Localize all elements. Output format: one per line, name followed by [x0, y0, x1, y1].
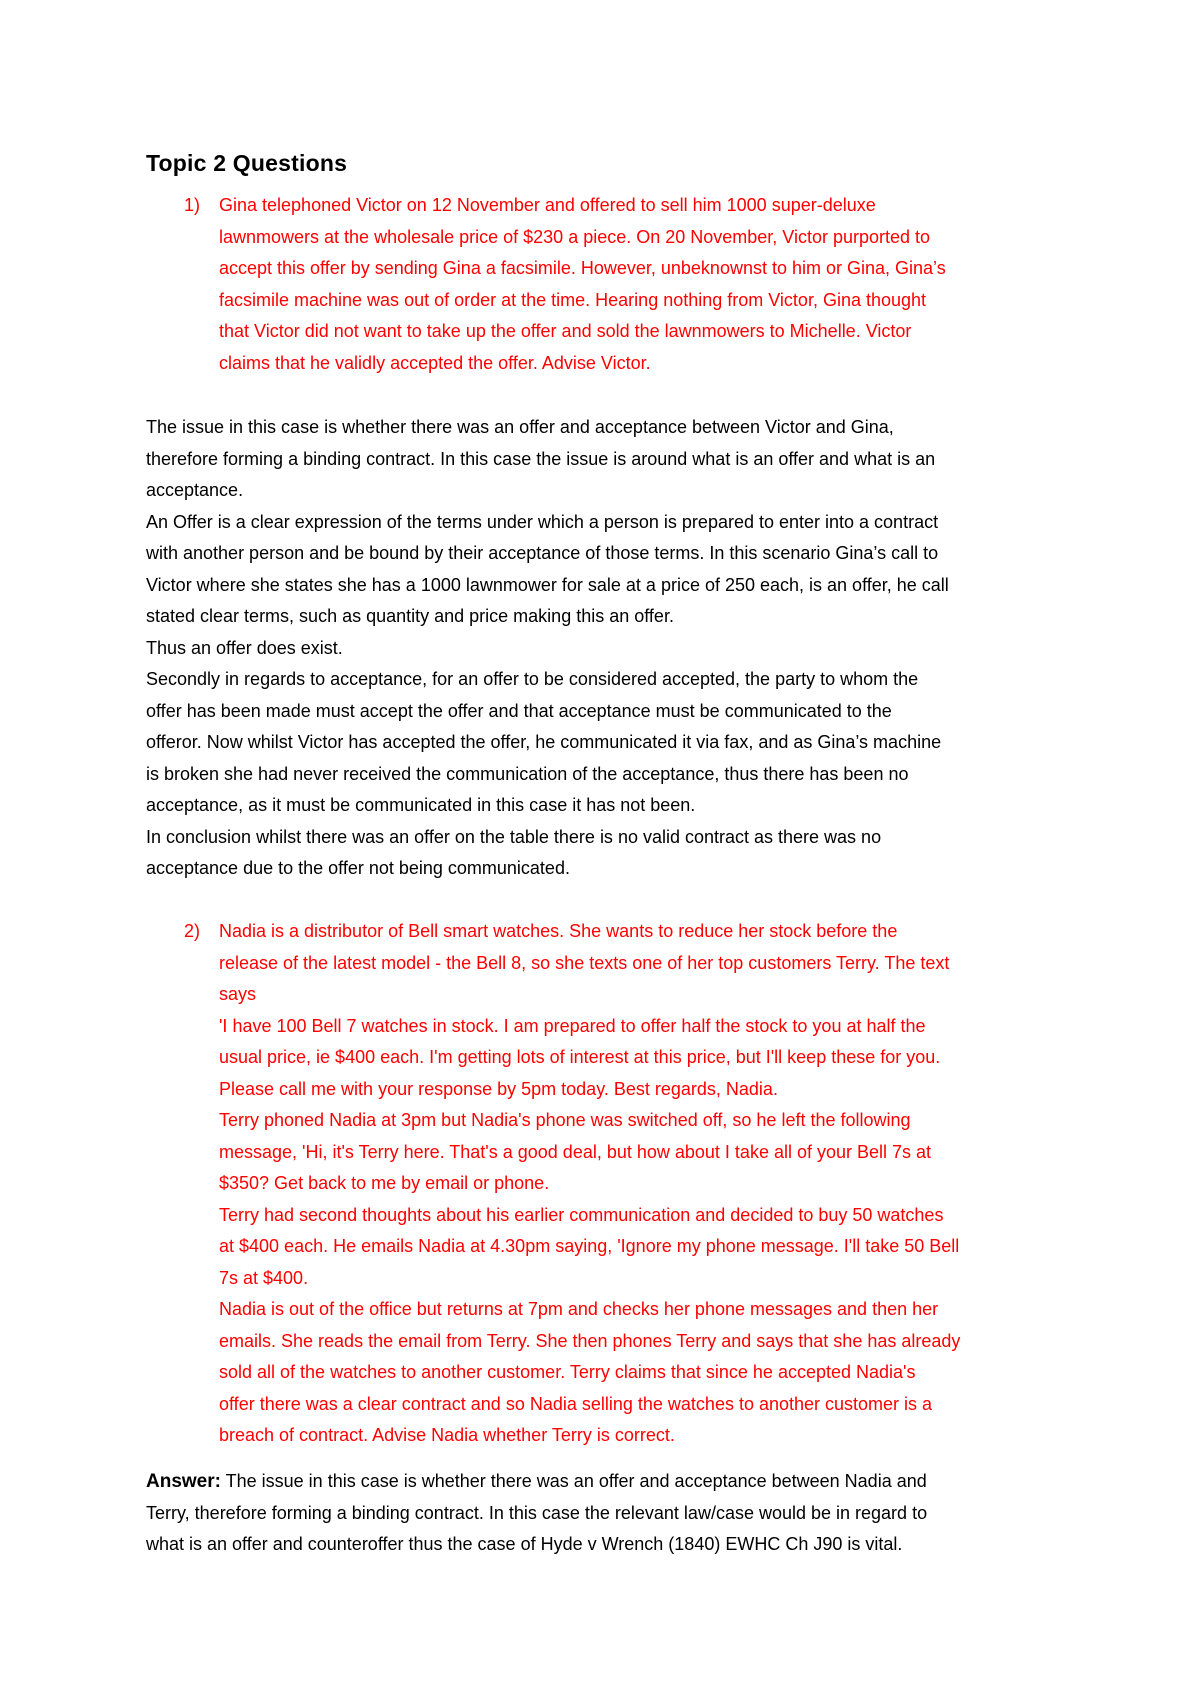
answer-1-line: offer has been made must accept the offer and that acceptance must be communicated to the: [146, 700, 892, 721]
question-1-line: claims that he validly accepted the offer. Advise Victor.: [219, 352, 651, 373]
question-1-line: that Victor did not want to take up the offer and sold the lawnmowers to Michelle. Victor: [219, 321, 912, 341]
page-title: Topic 2 Questions: [146, 150, 348, 176]
answer-1-line: with another person and be bound by their acceptance of those terms. In this scenario Gina’s call to: [146, 543, 939, 563]
question-2-line: emails. She reads the email from Terry. She then phones Terry and says that she has already: [219, 1330, 961, 1351]
answer-2-line: Terry, therefore forming a binding contract. In this case the relevant law/case would be in regard to: [146, 1502, 928, 1523]
answer-2-line: what is an offer and counteroffer thus the case of Hyde v Wrench (1840) EWHC Ch J90 is vital.: [146, 1534, 903, 1554]
answer-1-line: An Offer is a clear expression of the terms under which a person is prepared to enter into a contract: [146, 511, 939, 532]
answer-1-text: [146, 412, 1076, 885]
question-2-line: release of the latest model - the Bell 8, so she texts one of her top customers Terry. The text: [219, 952, 950, 973]
question-2-line: Terry had second thoughts about his earlier communication and decided to buy 50 watches: [219, 1204, 944, 1225]
question-2-line: usual price, ie $400 each. I'm getting lots of interest at this price, but I'll keep these for you.: [219, 1047, 941, 1067]
answer-label: Answer:: [146, 1471, 221, 1492]
question-1-line: accept this offer by sending Gina a facsimile. However, unbeknownst to him or Gina, Gina’s: [219, 258, 946, 278]
answer-1-line: acceptance, as it must be communicated in this case it has not been.: [146, 795, 696, 815]
answer-1-line: The issue in this case is whether there was an offer and acceptance between Victor and Gina,: [146, 417, 894, 437]
question-2-line: 7s at $400.: [219, 1267, 309, 1288]
answer-1-line: is broken she had never received the communication of the acceptance, thus there has been no: [146, 763, 909, 784]
question-2-line: Nadia is a distributor of Bell smart watches. She wants to reduce her stock before the: [219, 921, 898, 941]
answer-1-line: In conclusion whilst there was an offer on the table there is no valid contract as there was no: [146, 826, 882, 847]
question-2-line: message, 'Hi, it's Terry here. That's a good deal, but how about I take all of your Bell 7s at: [219, 1141, 932, 1162]
answer-1-line: Thus an offer does exist.: [146, 637, 343, 658]
question-2-text: [219, 916, 1069, 1452]
question-2-number: 2): [184, 921, 201, 941]
question-1-line: lawnmowers at the wholesale price of $230 a piece. On 20 November, Victor purported to: [219, 226, 931, 247]
question-1-text: [219, 190, 1069, 379]
answer-1-line: Victor where she states she has a 1000 lawnmower for sale at a price of 250 each, is an offer, he call: [146, 574, 949, 595]
question-1-line: facsimile machine was out of order at the time. Hearing nothing from Victor, Gina thought: [219, 289, 927, 310]
question-2-line: Please call me with your response by 5pm today. Best regards, Nadia.: [219, 1078, 778, 1099]
question-2-line: sold all of the watches to another customer. Terry claims that since he accepted Nadia's: [219, 1362, 916, 1382]
question-2-line: 'I have 100 Bell 7 watches in stock. I am prepared to offer half the stock to you at half the: [219, 1015, 926, 1036]
question-1-line: Gina telephoned Victor on 12 November and offered to sell him 1000 super-deluxe: [219, 195, 876, 215]
question-2-line: at $400 each. He emails Nadia at 4.30pm saying, 'Ignore my phone message. I'll take 50 Bell: [219, 1236, 960, 1256]
answer-1-line: acceptance.: [146, 480, 244, 500]
question-2-line: $350? Get back to me by email or phone.: [219, 1173, 550, 1193]
answer-1-line: acceptance due to the offer not being communicated.: [146, 858, 570, 878]
answer-2-text: [146, 1466, 1076, 1561]
question-2-line: Nadia is out of the office but returns at 7pm and checks her phone messages and then her: [219, 1299, 939, 1319]
answer-1-line: therefore forming a binding contract. In this case the issue is around what is an offer and what is an: [146, 448, 936, 469]
answer-1-line: stated clear terms, such as quantity and price making this an offer.: [146, 606, 674, 626]
question-2-line: breach of contract. Advise Nadia whether Terry is correct.: [219, 1425, 675, 1445]
answer-1-line: offeror. Now whilst Victor has accepted the offer, he communicated it via fax, and as Gina’s machine: [146, 732, 942, 752]
answer-2-first-line: [146, 1466, 1076, 1498]
question-2-line: offer there was a clear contract and so Nadia selling the watches to another customer is a: [219, 1393, 933, 1414]
question-2-line: Terry phoned Nadia at 3pm but Nadia's phone was switched off, so he left the following: [219, 1110, 911, 1130]
question-2-line: says: [219, 984, 257, 1004]
answer-2-first-line-text: The issue in this case is whether there was an offer and acceptance between Nadia and: [220, 1471, 927, 1491]
answer-1-line: Secondly in regards to acceptance, for an offer to be considered accepted, the party to whom the: [146, 669, 919, 689]
question-1-number: 1): [184, 195, 201, 215]
